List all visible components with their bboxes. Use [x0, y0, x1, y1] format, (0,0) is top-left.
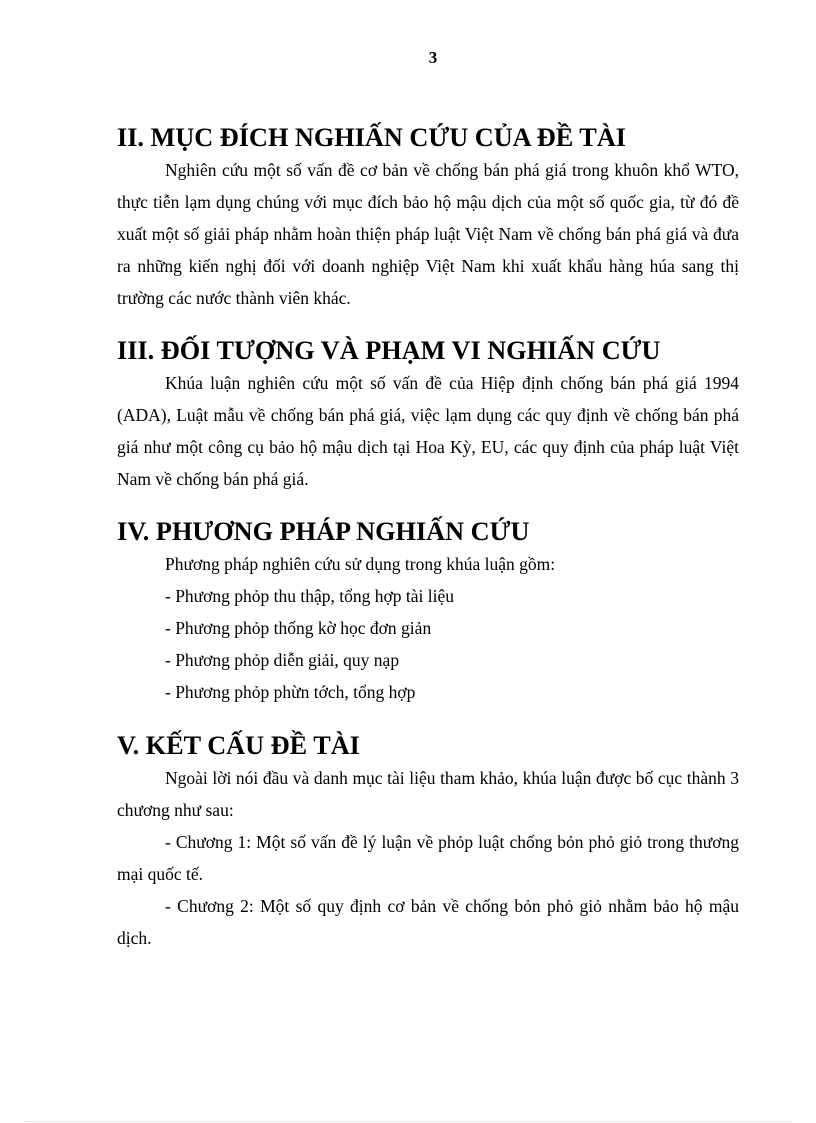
section-spacer: [117, 314, 739, 335]
method-item: - Phương phỏp thu thập, tổng hợp tài liệu: [165, 586, 455, 606]
method-item: - Phương phỏp thống kờ học đơn giản: [165, 618, 432, 638]
purpose-paragraph: Nghiên cứu một số vấn đề cơ bản về chống bán phá giá trong khuôn khổ WTO, thực tiễn lạm dụng chúng với mục đích bảo hộ mậu dịch của một số quốc gia, từ đó đề xuất một số giải pháp nhằm hoàn thiện pháp luật Việt Nam về chống bán phá giá và đưa ra những kiến nghị đối với doanh nghiệp Việt Nam khi xuất khẩu hàng húa sang thị trường các nước thành viên khác.: [117, 160, 739, 308]
chapter-item: - Chương 1: Một số vấn đề lý luận về phỏp luật chống bỏn phỏ giỏ trong thương mại quốc tế.: [117, 832, 739, 884]
section-spacer: [117, 708, 739, 730]
section-heading-structure: V. KẾT CẤU ĐỀ TÀI: [117, 731, 360, 760]
structure-intro: Ngoài lời nói đầu và danh mục tài liệu tham khảo, khúa luận được bố cục thành 3 chương như sau:: [117, 768, 739, 820]
section-spacer: [117, 495, 739, 516]
page-bottom-divider: [24, 1121, 792, 1122]
method-item: - Phương phỏp phừn tớch, tổng hợp: [165, 682, 416, 702]
page-number: 3: [428, 48, 438, 67]
section-heading-methods: IV. PHƯƠNG PHÁP NGHIẤN CỨU: [117, 517, 530, 546]
method-item: - Phương phỏp diễn giải, quy nạp: [165, 650, 400, 670]
document-body: [117, 122, 739, 954]
methods-intro: Phương pháp nghiên cứu sử dụng trong khúa luận gồm:: [165, 554, 556, 574]
chapter-item: - Chương 2: Một số quy định cơ bản về chống bỏn phỏ giỏ nhằm bảo hộ mậu dịch.: [117, 896, 739, 948]
scope-paragraph: Khúa luận nghiên cứu một số vấn đề của Hiệp định chống bán phá giá 1994 (ADA), Luật mẫu về chống bán phá giá, việc lạm dụng các quy định về chống bán phá giá như một công cụ bảo hộ mậu dịch tại Hoa Kỳ, EU, các quy định của pháp luật Việt Nam về chống bán phá giá.: [117, 373, 739, 489]
section-heading-scope: III. ĐỐI TƯỢNG VÀ PHẠM VI NGHIẤN CỨU: [117, 336, 661, 365]
section-heading-purpose: II. MỤC ĐÍCH NGHIẤN CỨU CỦA ĐỀ TÀI: [117, 123, 626, 152]
